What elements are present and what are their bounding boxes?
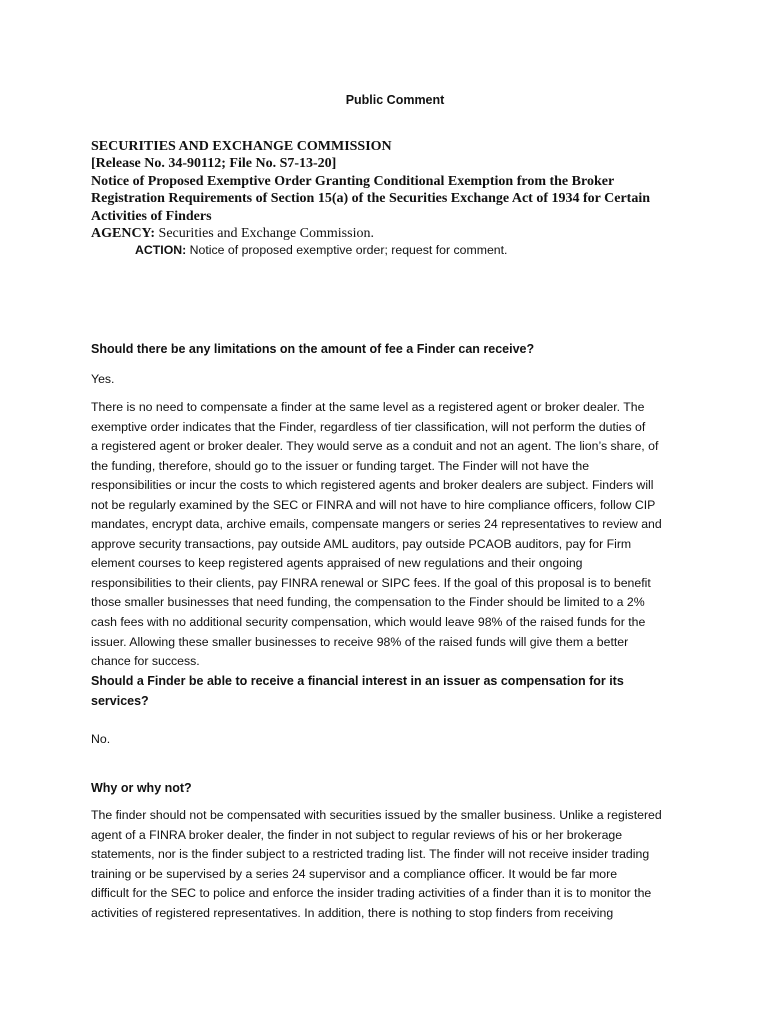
paragraph-line: agent of a FINRA broker dealer, the finder in not subject to regular reviews of his or her brokerage: [91, 827, 623, 842]
notice-title-line: Registration Requirements of Section 15(a) of the Securities Exchange Act of 1934 for Certain: [91, 191, 651, 207]
paragraph-line: responsibilities to their clients, pay FINRA renewal or SIPC fees. If the goal of this proposal is to benefit: [91, 575, 651, 590]
agency-label: AGENCY:: [91, 226, 156, 242]
paragraph-line: There is no need to compensate a finder at the same level as a registered agent or broker dealer. The: [91, 400, 645, 414]
answer-1-paragraph: [91, 398, 691, 672]
answer-1: [91, 370, 691, 390]
action-label: ACTION:: [135, 243, 187, 257]
paragraph-line: a registered agent or broker dealer. They would serve as a conduit and not an agent. The lion’s share, of: [91, 439, 659, 454]
answer-1-text: Yes.: [91, 372, 115, 386]
paragraph-line: not be regularly examined by the SEC or FINRA and will not have to hire compliance officers, follow CIP: [91, 497, 656, 512]
agency-line: [91, 225, 691, 242]
notice-title-line: Activities of Finders: [91, 208, 212, 224]
paragraph-line: those smaller businesses that need funding, the compensation to the Finder should be limited to a 2%: [91, 595, 645, 610]
question-2-section: [91, 672, 691, 711]
release-number-line: [Release No. 34-90112; File No. S7-13-20]: [91, 156, 337, 172]
answer-2: [91, 730, 691, 750]
paragraph-line: statements, nor is the finder subject to a restricted trading list. The finder will not receive insider trading: [91, 847, 650, 862]
paragraph-line: cash fees with no additional security compensation, which would leave 98% of the raised funds for the: [91, 615, 646, 630]
paragraph-line: activities of registered representatives. In addition, there is nothing to stop finders from receiving: [91, 905, 614, 920]
paragraph-line: element courses to keep registered agents appraised of new regulations and their ongoing: [91, 556, 583, 571]
paragraph-line: responsibilities or incur the costs to which registered agents and broker dealers are subject. Finders will: [91, 478, 654, 493]
paragraph-line: mandates, encrypt data, archive emails, compensate mangers or series 24 representatives to review and: [91, 517, 662, 532]
paragraph-line: training or be supervised by a series 24 supervisor and a compliance officer. It would be far more: [91, 866, 618, 881]
agency-name-heading: SECURITIES AND EXCHANGE COMMISSION: [91, 139, 392, 154]
answer-2-text: No.: [91, 732, 111, 746]
paragraph-line: The finder should not be compensated with securities issued by the smaller business. Unlike a registered: [91, 808, 662, 822]
paragraph-line: approve security transactions, pay outside AML auditors, pay outside PCAOB auditors, pay for Firm: [91, 536, 632, 551]
paragraph-line: chance for success.: [91, 654, 200, 669]
agency-value: Securities and Exchange Commission.: [155, 226, 374, 242]
question-3-heading: Why or why not?: [91, 781, 192, 795]
question-3-section: [91, 779, 691, 799]
answer-3-paragraph: [91, 806, 691, 923]
release-header: [91, 138, 691, 242]
paragraph-line: issuer. Allowing these smaller businesses to receive 98% of the raised funds will give them a better: [91, 634, 629, 649]
action-line: [135, 243, 507, 257]
paragraph-line: exemptive order indicates that the Finder, regardless of tier classification, will not perform the duties of: [91, 419, 646, 434]
question-1-section: [91, 340, 691, 360]
question-2-heading-line: services?: [91, 693, 149, 708]
paragraph-line: the funding, therefore, should go to the issuer or funding target. The Finder will not have the: [91, 458, 590, 473]
question-2-heading-line: Should a Finder be able to receive a financial interest in an issuer as compensation for its: [91, 674, 624, 688]
question-1-heading: Should there be any limitations on the amount of fee a Finder can receive?: [91, 342, 535, 356]
page-title: Public Comment: [345, 93, 445, 107]
notice-title-line: Notice of Proposed Exemptive Order Granting Conditional Exemption from the Broker: [91, 173, 615, 189]
paragraph-line: difficult for the SEC to police and enforce the insider trading activities of a finder than it is to monitor the: [91, 886, 652, 901]
action-value: Notice of proposed exemptive order; request for comment.: [186, 243, 508, 257]
